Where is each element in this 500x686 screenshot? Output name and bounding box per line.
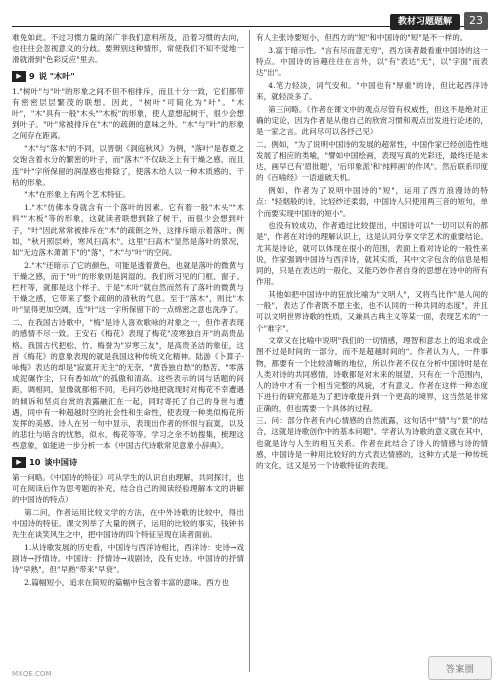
section-9-para: 1."木"仿佛本身就含有一个落叶的因素。它有着一般"木头""木料""木板"等的形象，这就读者联想到除了树干，而很少会想到叶子，"叶"因此常常被排斥在"木"的疏朗之外，这排斥暗示着落叶。例如，"秋月照层岭，寒风扫高木"。这里"扫高木"显然是落叶的景况，如"无边落木萧萧下"的"落"，"木"与"叶"的空间。	[12, 203, 244, 257]
right-para: 二、例如，"为了说明中国诗的发展的超常性，中国作家已经创造性地发展了相应的类喻，"譬如中国绘画，表现写真的光彩还，最终还是未达，画早已有'眉批题'，'后印象派'和'纯粹画'的作风"。然后联系印度的《百喻经》一语道破天机。	[256, 139, 488, 183]
section-10-number: 10	[29, 456, 41, 467]
section-9-number: 9	[29, 70, 35, 81]
footer-mark: MXQE.COM	[12, 670, 52, 678]
right-column	[256, 32, 488, 672]
section-10-para: 第一问略。《中国诗的特征》可从学生的认识自由理解，共同探讨，也可在阅读后作为思考题的补充。结合自己的阅读经验理解本文的讲解的中国诗的特点）	[12, 472, 244, 505]
section-9-para: "木"在形象上有两个艺术特征。	[24, 190, 130, 200]
section-marker-icon: ▶	[12, 457, 26, 468]
right-para: 3.富于暗示性。"言有尽而意无穷"，西方读者最看重中国诗的这一特点。中国诗的旨趣往往在言外，以"有"表达"无"，以"字面"而表达"出"。	[256, 45, 488, 78]
right-para: 例如，作者为了说明中国诗的"短"，运用了西方浪漫诗的特点："轻烟般的诗，比轻纱还柔弱，中国诗人只使用两三音的短句，单个而要实现中国诗的短小"。	[256, 186, 488, 218]
column-divider	[249, 30, 250, 672]
section-9-para: 二、在我国古诗歌中，"梅"是诗人喜欢歌咏的对象之一，但作者表现的感情不尽一致。王安石《梅花》表现了梅花"凌寒独自开"的高贵品格。我国古代把松、竹、梅誉为"岁寒三友"，是高贵圣洁的象征，这首《梅花》的意象表现的就是我国这种传统文化精神。陆游《卜算子·咏梅》表达的却是"寂寞开无主"的无奈，"黄昏独自愁"的愁苦。"零落成泥碾作尘，只有香如故"的孤傲和清高。这些表示的词与话题的间距，调相同，显像就都相不同，毛问巧妙地把就现时对梅花不幸遭遇的倾诉和坚贞自赏的表露融汇在一起，同时寄托了自己的身世与遭遇，同中有一种超越时空的社会性和生命性，使表现一种类似梅花所发挥的美感。诗人在另一句中显示，表现出作者的怀恨与寂寞，以及的悲壮与暗含的忧愁，似水，梅花等等。学习之余不妨搜集，梳理这些意象，如能进一步分析一本《中国古代诗歌常见意象小辞典》。	[12, 318, 244, 451]
right-para: 有人主张诗要短小，但西方的"短"和中国诗的"短"是不一样的。	[256, 33, 468, 42]
section-10-para: 2.篇幅短小，追求在简短的篇幅中包含着丰富的意味。西方也	[24, 577, 229, 587]
right-para: 三、问：部分作者有内心情感的自然流露，这句话中"情"与"景"的结合，这就是诗歌创作中的基本问题"。学者认为诗歌的意义就在其中，也就是诗与人生的相互关系。作者在此结合了诗人的情感与诗的情感，中国诗是一种用比较好的方式表达情感的，这种方式是一种传统的文化，这又是另一个诗歌特征的表现。	[256, 416, 488, 471]
watermark-logo	[428, 656, 492, 680]
section-9-para: 2."木"还暗示了它的颜色，可能是透着黄色，也就是落叶的微黄与干燥之感，而于"叶"的形象则是润湿的。我们所习见的门框、窗子、栏杆等，就都是这个样子。于是"木叶"就自然而然有了落叶的微黄与干燥之感，它带来了整个疏朗的清秋的气息。至于"落木"，则比"木叶"显得更加空阔，连"叶"这一字所保留下的一点绵密之意也洗净了。	[12, 260, 244, 315]
section-9-para: "木"与"落木"的不同，以晋朝《洞庭秋风》为例，"落叶"是春夏之交饱含着水分的繁密的叶子，而"落木"不仅缺乏上有干燥之感，而且连"叶"字所保留的润湿感也排除了，使落木给人以一种木质感的、干枯的形象。	[12, 144, 244, 187]
right-para: 第三问略。《作者在课文中的观点尽管有权威性，但这不是绝对正确的定论，因为作者是从他自己的欣赏习惯和观点出发进行论述的，是一家之言。此问尽可以各抒己见）	[256, 104, 488, 137]
right-para: 文章又在比喻中说明"我们的一切情感，理智和意志上的追求或企图不过是时间的一部分，而不是超越时间的"。作者认为人，一件事物，都要有一个比较清晰的地位，所以作者不仅在分析中国诗时是在人类对诗的共同感情，诗歌都是对未来的展望，只有在一个范围内，人的诗中才有一个相当完整的风貌，才有意义。作者在这样一种态度下进行的研究都是为了把诗歌提升到一个更高的境界，这当然是非常正确的，但也需要一个具体的过程。	[256, 336, 488, 413]
intro-paragraph: 难免如此。不过习惯力量的深广非我们意料所及，沿着习惯的去向，也往往会忽视意义的分歧。要辨别这种情形，常使我们不知不觉地一滑就滑到"色彩反应"里去。	[12, 33, 244, 65]
section-9-para: 1."树叶"与"叶"的形象之间不但不相排斥，而且十分一致，它们都带有密密层层繁茂的联想。因此，"树叶"可简化为"叶"。"木叶"，"木"具有一般"木头""木板"的形象，使人意想起树干，很少会想到叶子。"叶"常被排斥在"木"的疏朗的意味之外。"木"与"叶"的形象之间存在距离。	[12, 86, 244, 141]
section-10-title: 谈中国诗	[44, 456, 78, 467]
right-para: 4.笔力轻淡，词气安和。"中国也有"厚重"的诗，但比起西洋诗来，就轻淡多了。	[256, 80, 488, 102]
section-10-para: 1.从诗歌发展的历史看，中国诗与西洋诗相比，西洋诗：史诗→戏剧诗→抒情诗。中国诗：抒情诗→戏剧诗，没有史诗。中国诗的抒情诗"早熟"，但"早熟"带来"早衰"。	[12, 542, 244, 575]
page-number: 23	[464, 12, 488, 30]
left-column	[12, 32, 244, 672]
header-tag: 教材习题题解	[390, 14, 460, 30]
section-10-heading	[12, 456, 244, 469]
section-9-heading	[12, 70, 244, 83]
right-para: 其他如把中国诗中的狂放比喻为"文明人"，又将鸟比作"是人间的一般"，表达了作者既不愿主张，也不认同的一种共同的态度"，并且可以文明世界诗歌的性质，又兼具古典主义等某一面，表现艺术的"一个"难字"。	[256, 289, 488, 333]
section-marker-icon: ▶	[12, 71, 26, 82]
right-para: 也没有较成功，作者通过比较提出，中国诗可以"一切可以有的都是"，作者在对诗的理解认识上，这是认同分享文学艺术的重要结论。尤其是诗论，就可以体现在很小的范围，表面上看对诗论的一般性来说，作家强调中国诗与西洋诗，就其实质，其中文字包含的信息是相同的，只是在表达的一般化，又能巧妙作者自身的思想在诗中的所有作用。	[256, 221, 488, 287]
section-9-title: 说 "木叶"	[38, 70, 75, 81]
watermark-text: 答案圈	[445, 664, 475, 675]
section-10-para: 第二问，作者运用比较文学的方法，在中外诗歌的比较中，得出中国诗的特征。课文列举了大量的例子，运用的比较的事实，钱钟书先生在谈笑风生之中，把中国诗的四个特征呈现在读者面前。	[12, 507, 244, 540]
